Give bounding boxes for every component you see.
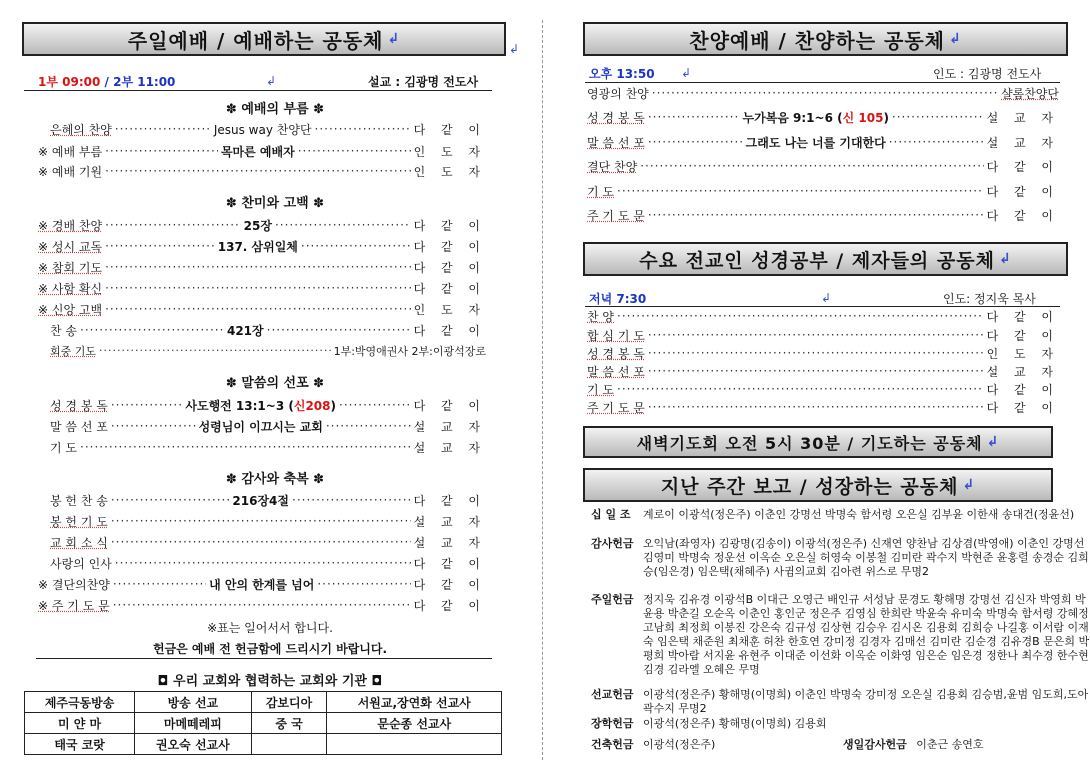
wednesday-time: 저녁 7:30 <box>589 292 647 306</box>
table-cell: 중 국 <box>251 713 327 734</box>
section-praise-confession: ✽ 찬미와 고백 ✽ <box>225 196 325 211</box>
report-thanks: 감사헌금 오익남(좌영자) 김광명(김송이) 이광석(정은주) 신재연 양찬남 김상겸(박영애) 이춘인 강명선 김영미 박명숙 정운선 이옥순 오은실 허영숙 이봉철 김미란 곽수지 박현준 윤홍렬 송경순 김희승(임은경) 임은택(채혜주) 사귐의교회 김아련 위스로 무명2 <box>591 537 1089 578</box>
table-cell <box>327 734 502 755</box>
order-row: ※ 주 기 도 문 ····· 다 같 이 <box>38 596 486 614</box>
report-birthday: 생일감사헌금 이춘근 송연호 <box>843 738 984 751</box>
sunday-worship-title: 주일예배 / 예배하는 공동체 <box>127 28 384 53</box>
order-row: 교 회 소 식 ····· 설 교 자 <box>50 533 486 551</box>
service-times <box>38 73 175 90</box>
table-cell: 마메떼레피 <box>135 713 251 734</box>
wednesday-study-banner: 수요 전교인 성경공부 / 제자들의 공동체 ↲ <box>583 242 1068 276</box>
table-row <box>25 734 502 755</box>
wednesday-leader: 인도: 정지욱 목사 <box>943 292 1036 306</box>
order-row: ※ 예배 부름 ····· 목마른 예배자 ····· 인 도 자 <box>38 142 486 160</box>
order-row: 기 도 ····· 다 같 이 <box>587 182 1059 200</box>
table-cell: 문순종 선교사 <box>327 713 502 734</box>
order-row: ※ 경배 찬양 ····· 25장 ····· 다 같 이 <box>38 216 486 234</box>
praise-leader: 인도 : 김광명 전도사 <box>933 67 1042 81</box>
praise-worship-title: 찬양예배 / 찬양하는 공동체 <box>689 28 945 53</box>
praise-worship-banner: 찬양예배 / 찬양하는 공동체 ↲ <box>583 22 1068 56</box>
order-row: 영광의 찬양 ····· 샬롬찬양단 <box>587 84 1059 102</box>
standing-note: ※표는 일어서서 합니다. <box>207 621 333 635</box>
order-row: ※ 성시 교독 ····· 137. 삼위일체 ····· 다 같 이 <box>38 237 486 255</box>
order-row: ※ 신앙 고백 ····· 인 도 자 <box>38 300 486 318</box>
praise-rule <box>585 82 1060 83</box>
partners-title: ◘ 우리 교회와 협력하는 교회와 기관 ◘ <box>157 674 383 689</box>
dawn-prayer-banner: 새벽기도회 오전 5시 30분 / 기도하는 공동체 ↲ <box>583 426 1053 458</box>
order-row: 결단 찬양 ····· 다 같 이 <box>587 157 1059 175</box>
wednesday-study-title: 수요 전교인 성경공부 / 제자들의 공동체 <box>639 249 995 272</box>
dawn-prayer-title: 새벽기도회 오전 5시 30분 / 기도하는 공동체 <box>636 433 983 453</box>
order-row: 주 기 도 문 ····· 다 같 이 <box>587 206 1059 224</box>
table-cell: 제주극동방송 <box>25 692 135 713</box>
table-cell <box>251 734 327 755</box>
order-row: 회중 기도 ····· 1부:박영애권사 2부:이광석장로 <box>50 342 486 360</box>
section-word: ✽ 말씀의 선포 ✽ <box>225 376 325 391</box>
right-column: 찬양예배 / 찬양하는 공동체 ↲ 오후 13:50 ↲ 인도 : 김광명 전도사 영광의 찬양 ····· 샬롬찬양단 성 경 봉 독 ····· 누가복음 9:1~6 (신 105) ····· 설 교 자 말 씀 선 포 ····· 그래도 나는 너를 기대한다 ····· 설 교 자 결단 찬양 ····· 다 같 이 기 도 ····· 다 같 이 주 기 도 문 ····· 다 같 이 수요 전교인 성경공부 / 제자들의 공동체 ↲ 저녁 7:30 ↲ 인도: 정지욱 목사 찬 양 ····· 다 같 이 합 심 기 도 ····· 다 같 이 성 경 봉 독 ····· 인 도 자 말 씀 선 포 ····· 설 교 자 기 도 ····· 다 같 이 주 기 도 문 ····· 다 같 이 새벽기도회 오전 5시 30분 / 기도하는 공동체 ↲ 지난 주간 보고 / 성장하는 공동체 ↲ 십 일 조 계로이 이광석(정은주) 이춘인 강명선 박명숙 함서령 오은실 김부윤 이한새 송대건(정윤선) 감사헌금 오익남(좌영자) 김광명(김송이) 이광석(정은주) 신재연 양찬남 김상겸(박영애) 이춘인 강명선 김영미 박명숙 정운선 이옥순 오은실 허영숙 이봉철 김미란 곽수지 박현준 윤홍렬 송경순 김희승(임은경) 임은택(채혜주) 사귐의교회 김아련 위스로 무명2 주일헌금 정지욱 김유경 이광석B 이대근 오영근 배인규 서성남 문경도 황해명 강명선 김신자 박영희 박윤용 박춘길 오순옥 이춘인 홍인군 정은주 김영심 한희란 박윤숙 유미숙 박명숙 함서령 강혜정 고남희 최정희 이봉진 강은숙 김규성 김상현 김승우 김시온 김용회 김희승 나길홍 이서람 이재숙 임은택 채준원 최채훈 허찬 한호연 강미정 김경자 김매선 김미란 김순경 김유경B 문은희 박평희 박아람 서지윤 유현주 이대준 이선화 이옥순 이화영 임은순 임은경 정한나 최수경 한수현 김경 김라엘 오혜은 무명 선교헌금 이광석(정은주) 황해명(이명희) 이춘인 박명숙 강미정 오은실 김용회 김승범,윤범 임도희,도아 곽수지 무명2 장학헌금 이광석(정은주) 황해명(이명희) 김용회 건축헌금 이광석(정은주) 생일감사헌금 이춘근 송연호 <box>545 0 1090 777</box>
order-row: 성 경 봉 독 ····· 사도행전 13:1~3 (신208) ····· 다 같 이 <box>50 396 486 414</box>
order-row: 기 도 ····· 설 교 자 <box>50 438 486 456</box>
report-scholarship: 장학헌금 이광석(정은주) 황해명(이명희) 김용회 <box>591 717 827 730</box>
order-row: 성 경 봉 독 ····· 누가복음 9:1~6 (신 105) ····· 설 교 자 <box>587 108 1059 126</box>
order-row: 말 씀 선 포 ····· 그래도 나는 너를 기대한다 ····· 설 교 자 <box>587 133 1059 151</box>
order-row: 찬 양 ····· 다 같 이 <box>587 307 1059 325</box>
section-call-to-worship: ✽ 예배의 부름 ✽ <box>225 102 325 117</box>
left-column: 주일예배 / 예배하는 공동체 ↲ ↲ 1부 09:00 / 2부 11:00 ↲ 설교 : 김광명 전도사 ✽ 예배의 부름 ✽ 은혜의 찬양 ····· Jesus way 찬양단 ····· 다 같 이 ※ 예배 부름 ····· 목마른 예배자 ····· 인 도 자 ※ 예배 기원 ····· 인 도 자 ✽ 찬미와 고백 ✽ ※ 경배 찬양 ····· 25장 ····· 다 같 이 ※ 성시 교독 ····· 137. 삼위일체 ····· 다 같 이 ※ 참회 기도 ····· 다 같 이 ※ 사함 확신 ····· 다 같 이 ※ 신앙 고백 ····· 인 도 자 찬 송 ····· 421장 ····· 다 같 이 회중 기도 ····· 1부:박영애권사 2부:이광석장로 ✽ 말씀의 선포 ✽ 성 경 봉 독 ····· 사도행전 13:1~3 (신208) ····· 다 같 이 말 씀 선 포 ····· 성령님이 이끄시는 교회 ····· 설 교 자 기 도 ····· 설 교 자 ✽ 감사와 축복 ✽ 봉 헌 찬 송 ····· 216장4절 ····· 다 같 이 봉 헌 기 도 ····· 설 교 자 교 회 소 식 ····· 설 교 자 사랑의 인사 ····· 다 같 이 ※ 결단의찬양 ····· 내 안의 한계를 넘어 ····· 다 같 이 ※ 주 기 도 문 ····· 다 같 이 ※표는 일어서서 합니다. 헌금은 예배 전 헌금함에 드리시기 바랍니다. ◘ 우리 교회와 협력하는 교회와 기관 ◘ 제주극동방송 방송 선교 감보디아 서원교,장연화 선교사 미 얀 마 마메떼레피 중 국 문순종 선교사 태국 코랏 권오숙 선교사 <box>0 0 540 777</box>
order-row: 봉 헌 찬 송 ····· 216장4절 ····· 다 같 이 <box>50 491 486 509</box>
weekly-report-banner: 지난 주간 보고 / 성장하는 공동체 ↲ <box>583 468 1053 502</box>
report-building: 건축헌금 이광석(정은주) <box>591 738 716 751</box>
weekly-report-title: 지난 주간 보고 / 성장하는 공동체 <box>660 475 959 498</box>
order-row: 사랑의 인사 ····· 다 같 이 <box>50 554 486 572</box>
table-cell: 감보디아 <box>251 692 327 713</box>
table-cell: 미 얀 마 <box>25 713 135 734</box>
sunday-worship-banner: 주일예배 / 예배하는 공동체 ↲ <box>22 22 506 56</box>
offering-note: 헌금은 예배 전 헌금함에 드리시기 바랍니다. <box>152 642 388 656</box>
offering-rule <box>36 658 492 659</box>
order-row: 합 심 기 도 ····· 다 같 이 <box>587 326 1059 344</box>
report-mission: 선교헌금 이광석(정은주) 황해명(이명희) 이춘인 박명숙 강미정 오은실 김용회 김승범,윤범 임도희,도아 곽수지 무명2 <box>591 688 1089 715</box>
partners-table <box>24 691 502 755</box>
table-cell: 방송 선교 <box>135 692 251 713</box>
order-row: ※ 예배 기원 ····· 인 도 자 <box>38 162 486 180</box>
report-tithe: 십 일 조 계로이 이광석(정은주) 이춘인 강명선 박명숙 함서령 오은실 김부윤 이한새 송대건(정윤선) <box>591 508 1075 521</box>
order-row: 기 도 ····· 다 같 이 <box>587 380 1059 398</box>
header-rule <box>24 90 492 91</box>
table-cell: 권오숙 선교사 <box>135 734 251 755</box>
column-divider <box>542 20 543 760</box>
order-row: ※ 참회 기도 ····· 다 같 이 <box>38 258 486 276</box>
report-sunday: 주일헌금 정지욱 김유경 이광석B 이대근 오영근 배인규 서성남 문경도 황해명 강명선 김신자 박영희 박윤용 박춘길 오순옥 이춘인 홍인군 정은주 김영심 한희란 박윤숙 유미숙 박명숙 함서령 강혜정 고남희 최정희 이봉진 강은숙 김규성 김상현 김승우 김시온 김용회 김희승 나길홍 이서람 이재숙 임은택 채준원 최채훈 허찬 한호연 강미정 김경자 김매선 김미란 김순경 김유경B 문은희 박평희 박아람 서지윤 유현주 이대준 이선화 이옥순 이화영 임은순 임은경 정한나 최수경 한수현 김경 김라엘 오혜은 무명 <box>591 593 1090 676</box>
preacher: 설교 : 김광명 전도사 <box>368 75 479 89</box>
order-row: ※ 결단의찬양 ····· 내 안의 한계를 넘어 ····· 다 같 이 <box>38 575 486 593</box>
order-row: 성 경 봉 독 ····· 인 도 자 <box>587 344 1059 362</box>
order-row: 은혜의 찬양 ····· Jesus way 찬양단 ····· 다 같 이 <box>50 120 486 138</box>
order-row: 말 씀 선 포 ····· 설 교 자 <box>587 362 1059 380</box>
table-cell: 태국 코랏 <box>25 734 135 755</box>
praise-time: 오후 13:50 <box>589 67 655 81</box>
order-row: 말 씀 선 포 ····· 성령님이 이끄시는 교회 ····· 설 교 자 <box>50 417 486 435</box>
table-row <box>25 692 502 713</box>
order-row: 찬 송 ····· 421장 ····· 다 같 이 <box>50 321 486 339</box>
second-service-time: 2부 11:00 <box>113 75 176 89</box>
order-row: ※ 사함 확신 ····· 다 같 이 <box>38 279 486 297</box>
order-row: 주 기 도 문 ····· 다 같 이 <box>587 398 1059 416</box>
table-cell: 서원교,장연화 선교사 <box>327 692 502 713</box>
table-row <box>25 713 502 734</box>
time-separator: / <box>104 75 109 89</box>
order-row: 봉 헌 기 도 ····· 설 교 자 <box>50 512 486 530</box>
section-thanks-blessing: ✽ 감사와 축복 ✽ <box>225 472 325 487</box>
first-service-time: 1부 09:00 <box>38 75 101 89</box>
